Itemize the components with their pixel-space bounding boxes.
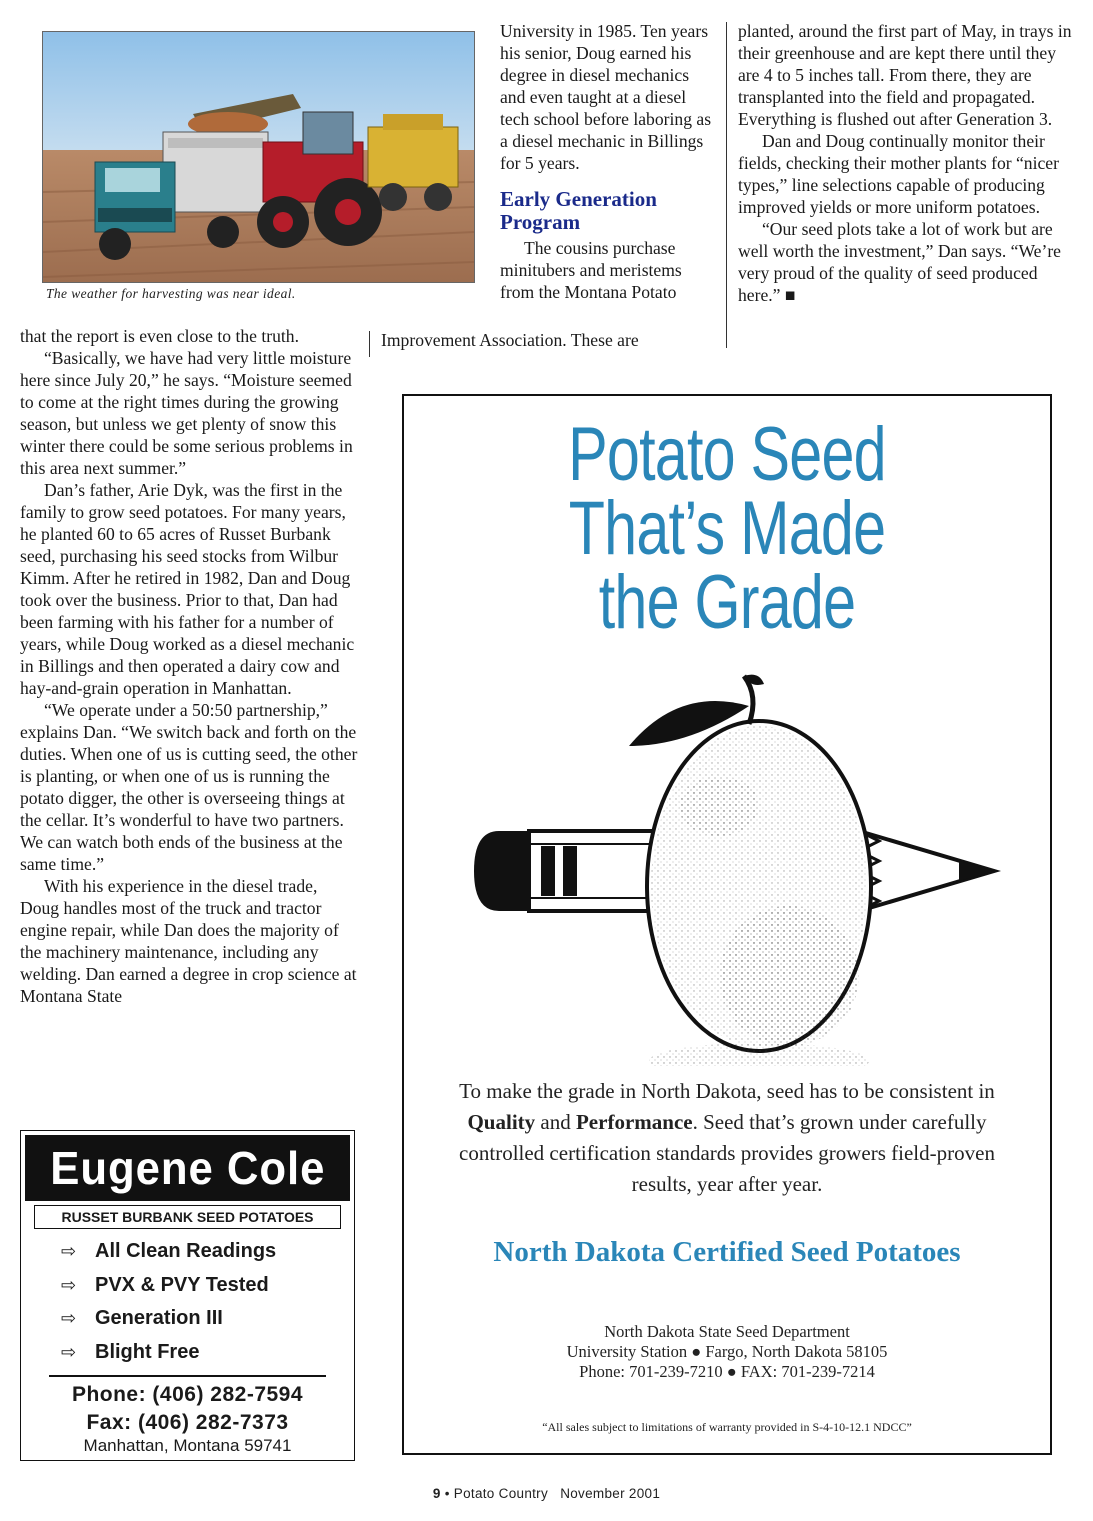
article-paragraph: The cousins purchase minitubers and meristems from the Montana Potato bbox=[500, 238, 682, 302]
magazine-name: Potato Country bbox=[453, 1486, 549, 1501]
article-paragraph: “We operate under a 50:50 partnership,” explains Dan. “We switch back and forth on the duties. When one of us is cutting seed, the other is planting, or when one of us is running the potato digger, the other is overseeing things at the cellar. It’s wonderful to have two partners. We can watch both ends of the business at the same time.” bbox=[20, 700, 358, 874]
ec-feature-label: Generation III bbox=[95, 1307, 223, 1330]
ad-body-text: To make the grade in North Dakota, seed has to be consistent in bbox=[459, 1079, 995, 1103]
page-footer bbox=[0, 1486, 1093, 1501]
potato-pencil-illustration bbox=[459, 666, 1019, 1066]
ad-brand-name: North Dakota Certified Seed Potatoes bbox=[493, 1236, 961, 1268]
ec-divider bbox=[49, 1375, 326, 1377]
footer-separator: • bbox=[444, 1486, 450, 1501]
ec-feature-item bbox=[61, 1235, 351, 1269]
ec-feature-label: PVX & PVY Tested bbox=[95, 1273, 269, 1296]
end-mark: ■ bbox=[784, 285, 796, 305]
photo-caption: The weather for harvesting was near ideal. bbox=[46, 286, 296, 301]
article-column-left bbox=[20, 325, 360, 1007]
ec-feature-item bbox=[61, 1302, 351, 1336]
article-paragraph: “Basically, we have had very little moisture here since July 20,” he says. “Moisture seemed to come at the right times during the growing season, but unless we get plenty of snow this winter there could be some serious problems in this area next summer.” bbox=[20, 348, 353, 478]
ad-disclaimer: “All sales subject to limitations of warranty provided in S-4-10-12.1 NDCC” bbox=[542, 1420, 912, 1434]
article-paragraph: planted, around the first part of May, in trays in their greenhouse and are kept there until they are 4 to 5 inches tall. From there, they are transplanted into the field and propagated. Everything is flushed out after Generation 3. bbox=[738, 21, 1072, 129]
article-column-middle bbox=[500, 20, 712, 303]
ad-contact-line: University Station ● Fargo, North Dakota 58105 bbox=[566, 1342, 888, 1361]
column-rule bbox=[726, 22, 727, 348]
ec-fax: Fax: (406) 282-7373 bbox=[86, 1411, 289, 1434]
arrow-right-icon: ⇨ bbox=[61, 1274, 77, 1295]
ec-name: Eugene Cole bbox=[49, 1142, 326, 1194]
article-paragraph: Dan and Doug continually monitor their fields, checking their mother plants for “nicer types,” line selections capable of producing improved yields or more uniform potatoes. bbox=[738, 131, 1059, 217]
ad-body-emphasis: Quality bbox=[467, 1110, 536, 1134]
ad-headline-line: the Grade bbox=[598, 560, 856, 645]
ad-body-text: and bbox=[535, 1110, 576, 1134]
arrow-right-icon: ⇨ bbox=[61, 1241, 77, 1261]
ad-headline-line: That’s Made bbox=[568, 486, 886, 571]
arrow-right-icon: ⇨ bbox=[61, 1308, 77, 1329]
ec-contact bbox=[21, 1381, 354, 1437]
ec-feature-label: Blight Free bbox=[95, 1341, 200, 1364]
issue-date: November 2001 bbox=[560, 1486, 661, 1501]
page-number: 9 bbox=[432, 1486, 441, 1501]
harvest-photo-illustration bbox=[43, 32, 474, 282]
ec-feature-list bbox=[61, 1235, 351, 1370]
eugene-cole-advertisement bbox=[20, 1130, 355, 1461]
harvest-photo bbox=[42, 31, 475, 283]
ad-body-text: . Seed that’s grown under carefully controlled certification standards provides growers field-proven results, year after year. bbox=[459, 1110, 995, 1196]
article-column-right bbox=[738, 20, 1078, 306]
ad-contact-block bbox=[404, 1322, 1050, 1382]
ad-contact-line: Phone: 701-239-7210 ● FAX: 701-239-7214 bbox=[579, 1362, 875, 1381]
ad-body-copy bbox=[434, 1076, 1020, 1200]
subhead: Early Generation Program bbox=[500, 187, 657, 234]
ad-headline bbox=[475, 412, 979, 645]
article-paragraph: University in 1985. Ten years his senior, Doug earned his degree in diesel mechanics and even taught at a diesel tech school before laboring as a diesel mechanic in Billings for 5 years. bbox=[500, 21, 712, 173]
ec-phone: Phone: (406) 282-7594 bbox=[71, 1383, 304, 1406]
ad-headline-line: Potato Seed bbox=[568, 412, 886, 497]
ad-body-emphasis: Performance bbox=[575, 1110, 693, 1134]
article-paragraph bbox=[738, 218, 1078, 306]
ad-contact-line: North Dakota State Seed Department bbox=[604, 1322, 850, 1341]
ec-feature-item bbox=[61, 1336, 351, 1370]
ec-location: Manhattan, Montana 59741 bbox=[83, 1436, 292, 1455]
nd-seed-advertisement bbox=[402, 394, 1052, 1455]
ec-subtitle: RUSSET BURBANK SEED POTATOES bbox=[34, 1205, 341, 1229]
article-paragraph: Dan’s father, Arie Dyk, was the first in the family to grow seed potatoes. For many years, he planted 60 to 65 acres of Russet Burbank seed, purchasing his seed stocks from Wilbur Kimm. After he retired in 1982, Dan and Doug took over the business. Prior to that, Dan had been farming with his father for a number of years, while Doug worked as a diesel mechanic in Billings and then operated a dairy cow and hay-and-grain operation in Manhattan. bbox=[20, 480, 355, 698]
article-paragraph-text: “Our seed plots take a lot of work but are well worth the investment,” Dan says. “We’re very proud of the quality of seed produced here.” bbox=[738, 219, 1061, 305]
ec-feature-item bbox=[61, 1269, 351, 1303]
article-paragraph: that the report is even close to the truth. bbox=[20, 326, 299, 346]
arrow-right-icon: ⇨ bbox=[61, 1342, 77, 1363]
article-paragraph-continuation: Improvement Association. These are bbox=[381, 330, 639, 350]
ec-name-banner bbox=[25, 1135, 350, 1201]
column-rule bbox=[369, 331, 370, 357]
article-paragraph: With his experience in the diesel trade, Doug handles most of the truck and tractor engine repair, while Dan does the majority of the machinery maintenance, including any welding. Dan earned a degree in crop science at Montana State bbox=[20, 876, 357, 1006]
ec-feature-label: All Clean Readings bbox=[95, 1240, 277, 1262]
